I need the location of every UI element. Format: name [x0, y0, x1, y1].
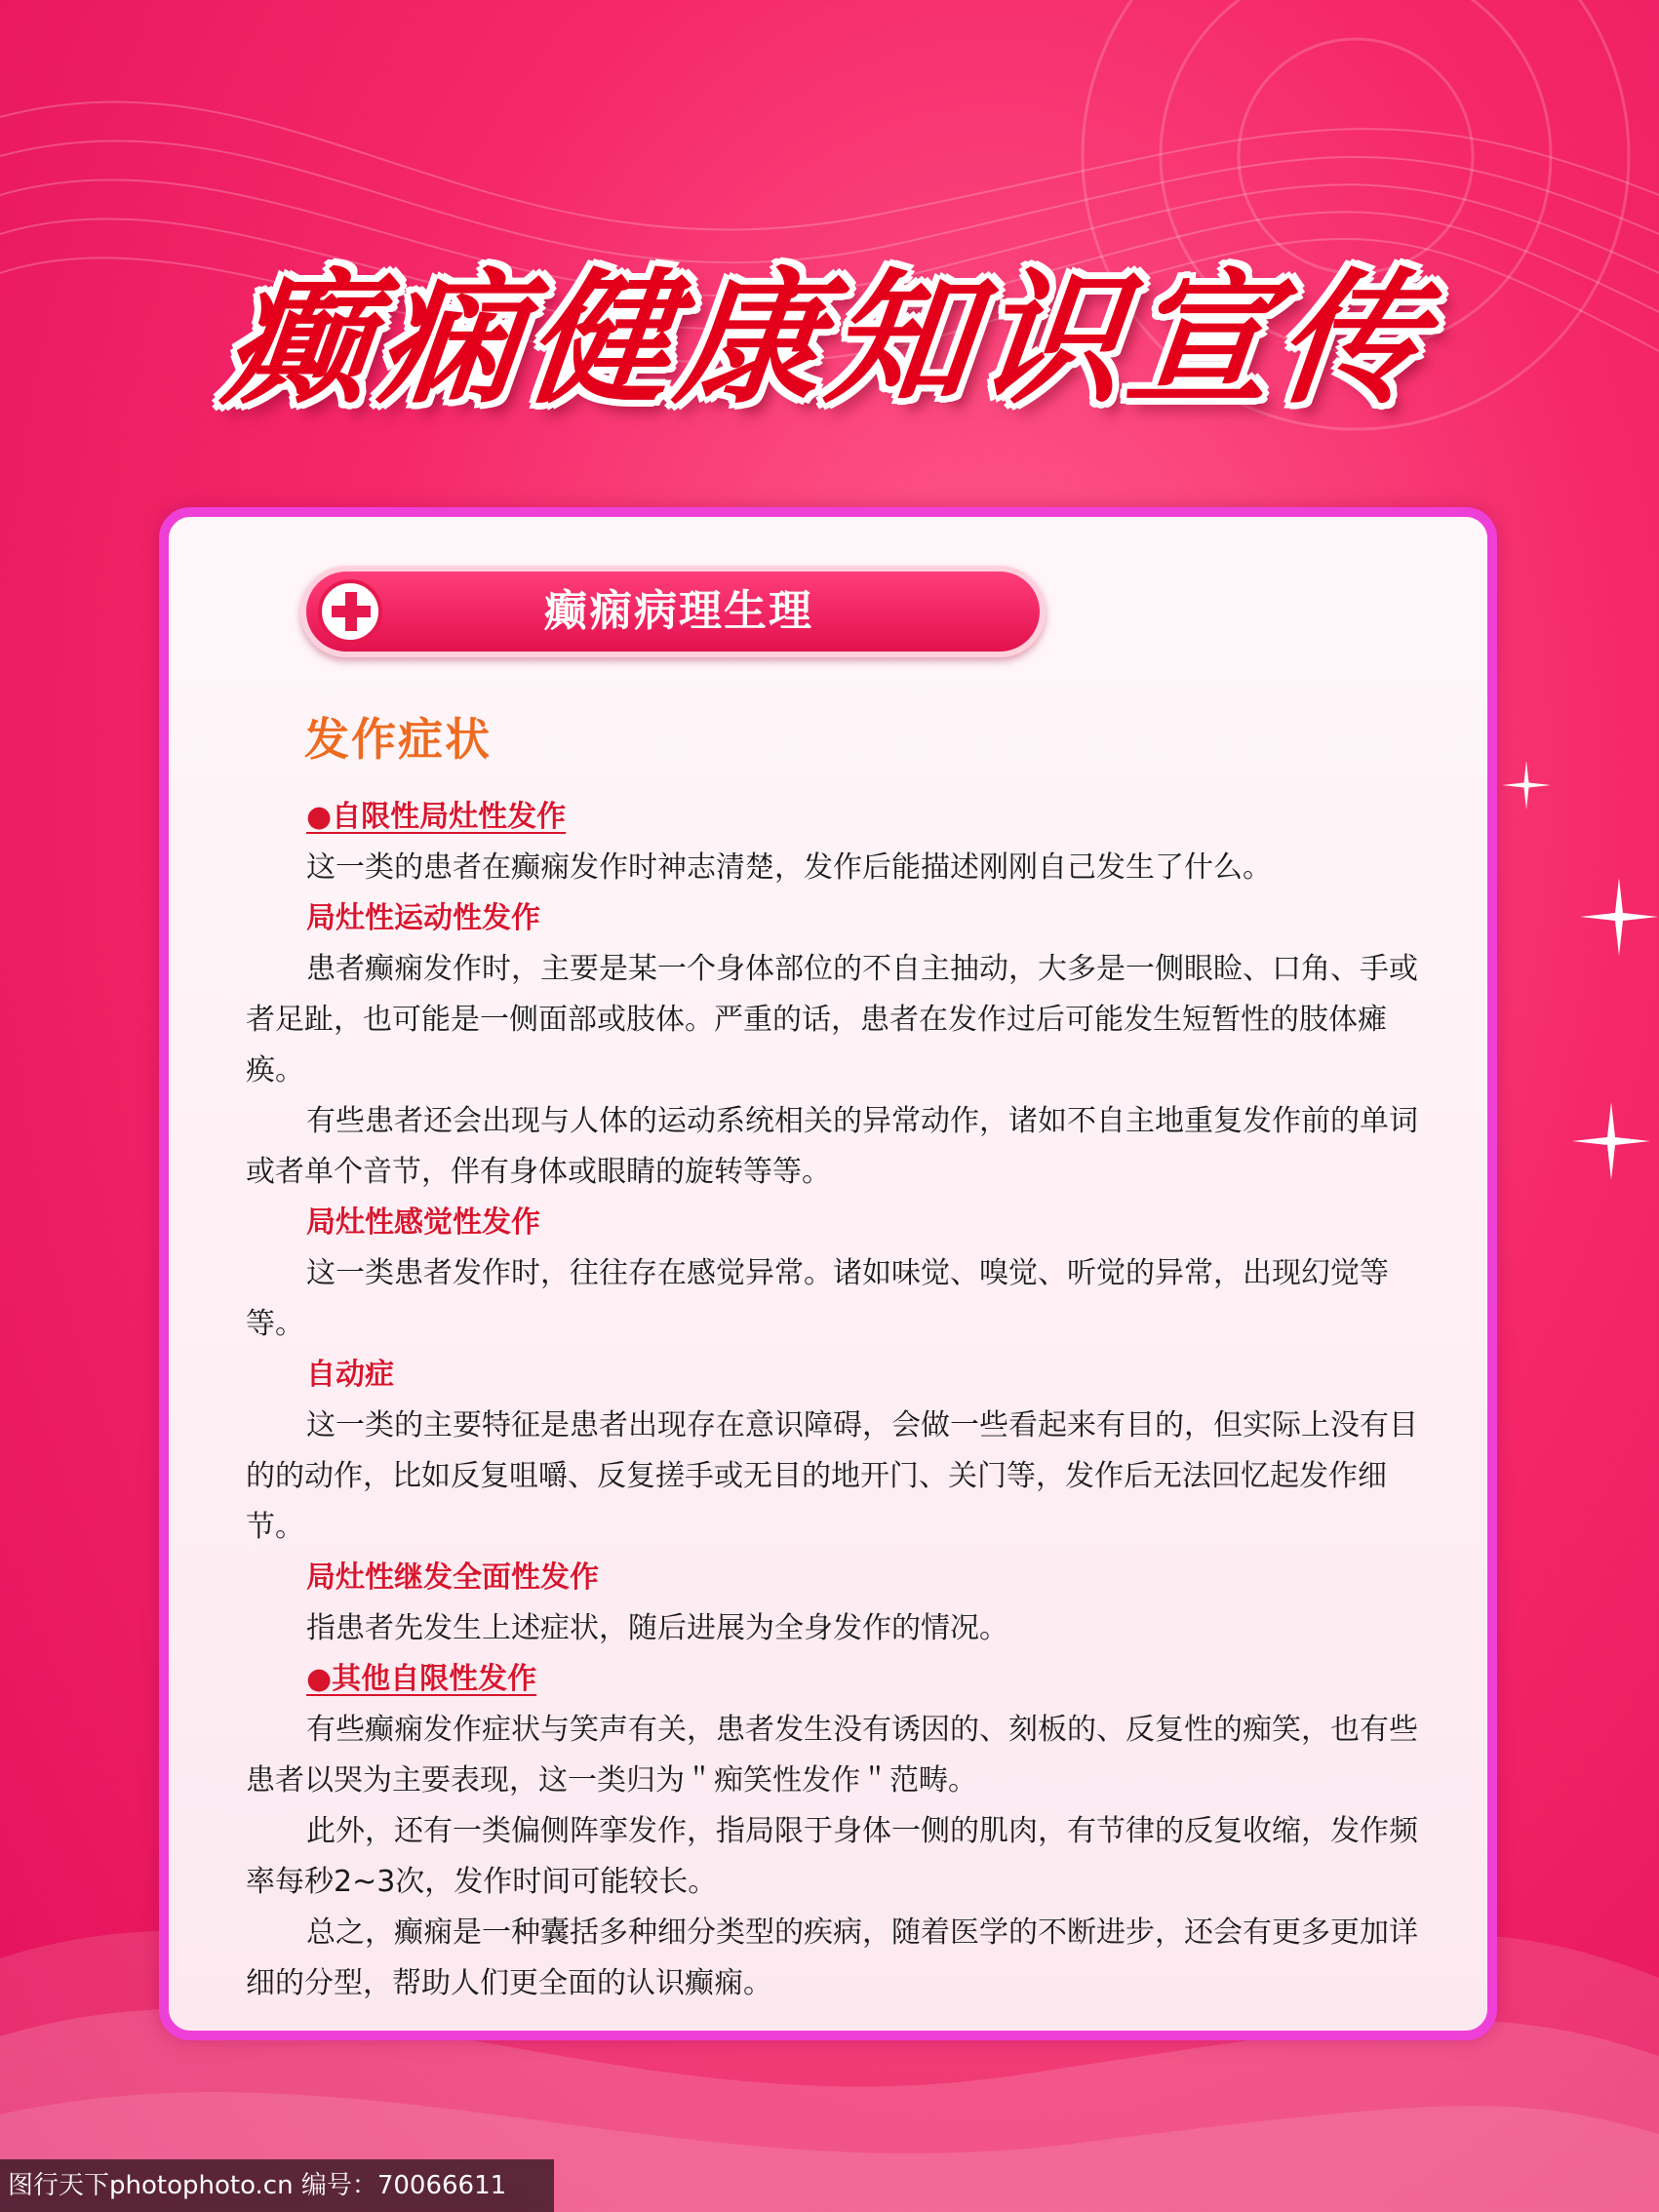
- subtype-heading: 局灶性运动性发作: [306, 901, 540, 935]
- paragraph: 有些患者还会出现与人体的运动系统相关的异常动作，诸如不自主地重复发作前的单词或者单个音节，伴有身体或眼睛的旋转等等。: [246, 1104, 1418, 1189]
- category-heading: ●自限性局灶性发作: [306, 800, 567, 834]
- article-body: [246, 792, 1438, 2009]
- paragraph: 这一类的患者在癫痫发作时神志清楚，发作后能描述刚刚自己发生了什么。: [306, 850, 1272, 885]
- paragraph: 患者癫痫发作时，主要是某一个身体部位的不自主抽动，大多是一侧眼睑、口角、手或者足趾，也可能是一侧面部或肢体。严重的话，患者在发作过后可能发生短暂性的肢体瘫痪。: [246, 952, 1418, 1087]
- watermark: 图行天下photophoto.cn 编号：70066611: [0, 2159, 554, 2212]
- sparkle-icon: [1572, 1102, 1650, 1180]
- subtype-heading: 局灶性继发全面性发作: [306, 1560, 599, 1595]
- section-banner: [300, 566, 1046, 657]
- subheading: 发作症状: [304, 713, 492, 766]
- paragraph: 有些癫痫发作症状与笑声有关，患者发生没有诱因的、刻板的、反复性的痴笑，也有些患者以哭为主要表现，这一类归为＂痴笑性发作＂范畴。: [246, 1713, 1418, 1797]
- sparkle-icon: [1502, 761, 1551, 810]
- subtype-heading: 自动症: [306, 1358, 394, 1392]
- poster-title: 癫痫健康知识宣传: [218, 254, 1439, 423]
- subtype-heading: 局灶性感觉性发作: [306, 1205, 540, 1240]
- paragraph: 总之，癫痫是一种囊括多种细分类型的疾病，随着医学的不断进步，还会有更多更加详细的分型，帮助人们更全面的认识癫痫。: [246, 1916, 1418, 2000]
- sparkle-icon: [1580, 878, 1658, 956]
- paragraph: 此外，还有一类偏侧阵挛发作，指局限于身体一侧的肌肉，有节律的反复收缩，发作频率每秒2~3次，发作时间可能较长。: [246, 1814, 1418, 1899]
- paragraph: 指患者先发生上述症状，随后进展为全身发作的情况。: [306, 1611, 1008, 1645]
- paragraph: 这一类的主要特征是患者出现存在意识障碍，会做一些看起来有目的，但实际上没有目的的动作，比如反复咀嚼、反复搓手或无目的地开门、关门等，发作后无法回忆起发作细节。: [246, 1408, 1418, 1544]
- section-label: 癫痫病理生理: [544, 586, 813, 636]
- category-heading: ●其他自限性发作: [306, 1662, 537, 1696]
- paragraph: 这一类患者发作时，往往存在感觉异常。诸如味觉、嗅觉、听觉的异常，出现幻觉等等。: [246, 1256, 1389, 1341]
